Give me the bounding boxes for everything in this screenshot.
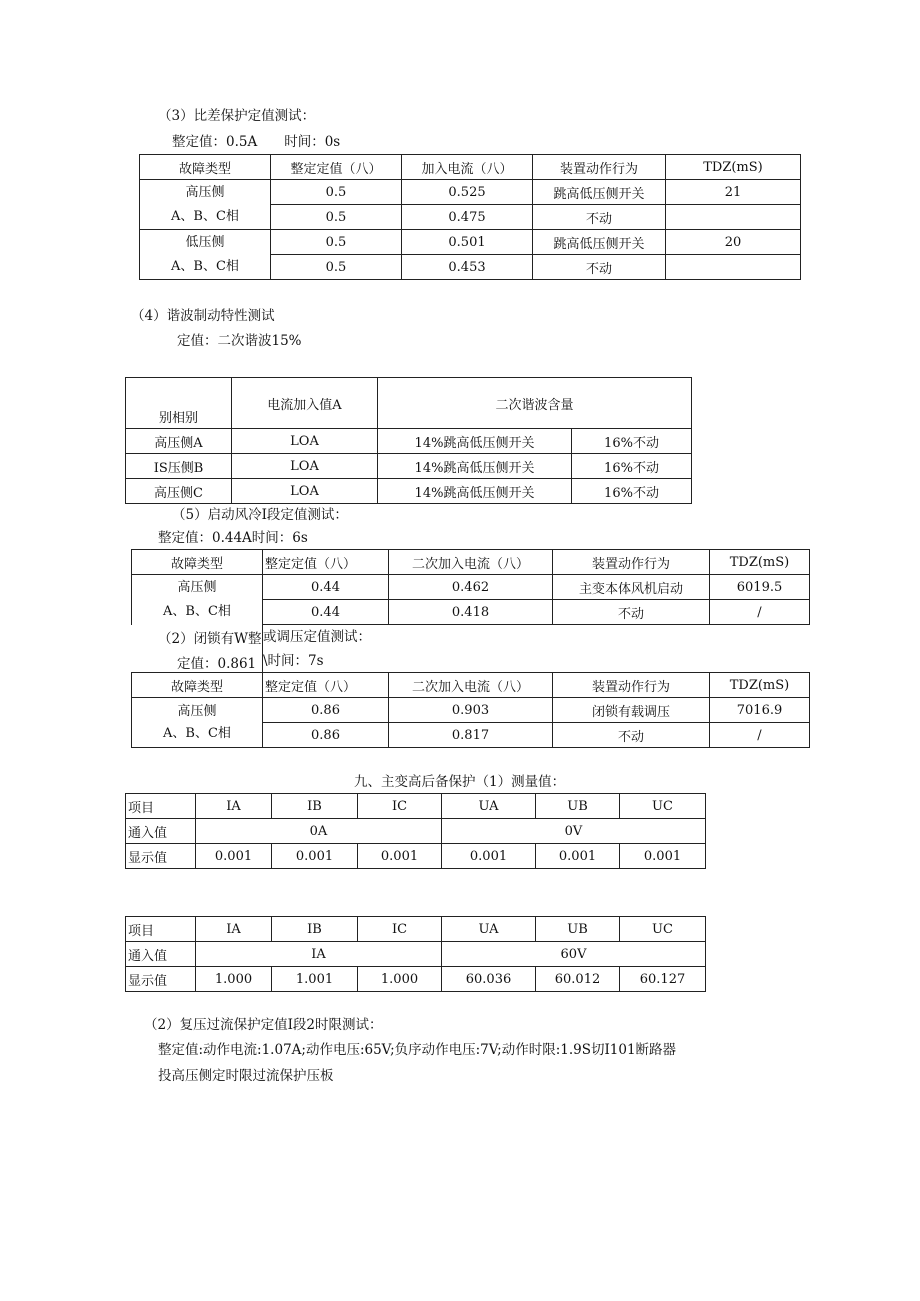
cell: 0.5: [271, 180, 402, 205]
header-cell: IB: [272, 917, 358, 942]
measurement-table-2: [125, 916, 706, 992]
cell: 60.127: [620, 967, 706, 992]
section-3-title: （3）比差保护定值测试：: [158, 108, 316, 124]
cell: 0.001: [358, 844, 442, 869]
ratio-diff-table: [139, 154, 801, 280]
cell: LOA: [232, 429, 378, 454]
row-label: 通入值: [126, 819, 196, 844]
cell: 跳高低压侧开关: [533, 230, 666, 255]
cell: 高压侧C: [126, 479, 232, 504]
cell: 1.000: [196, 967, 272, 992]
header-cell: IA: [196, 917, 272, 942]
fault-type-cell: [132, 698, 263, 748]
cell: 60.012: [536, 967, 620, 992]
fault-side: 高压侧: [177, 703, 217, 719]
cell: 14%跳高低压侧开关: [378, 454, 572, 479]
cell: 60.036: [442, 967, 536, 992]
cell: 0.001: [620, 844, 706, 869]
cell: /: [710, 723, 810, 748]
section-2b-line1: 整定值:动作电流:1.07A;动作电压:65V;负序动作电压:7V;动作时限:1.9S切I101断路器: [158, 1042, 677, 1058]
table-header-row: [140, 155, 801, 180]
header-cell: 整定定值（八）: [271, 155, 402, 180]
cell: 7016.9: [710, 698, 810, 723]
row-label: 显示值: [126, 967, 196, 992]
cell: 不动: [553, 723, 710, 748]
cell: 0.5: [271, 255, 402, 280]
fault-side: 低压侧: [185, 234, 225, 250]
fault-side: 高压侧: [177, 579, 217, 595]
harmonic-table: [125, 377, 692, 504]
header-cell: 故障类型: [140, 155, 271, 180]
table-row: [126, 479, 692, 504]
header-cell: 装置动作行为: [553, 673, 710, 698]
cell: 0.001: [196, 844, 272, 869]
cell: 闭锁有载调压: [553, 698, 710, 723]
fan-start-table: [131, 549, 810, 625]
header-cell: 二次加入电流（八）: [389, 550, 553, 575]
cell: 0.001: [442, 844, 536, 869]
fault-phases: A、B、C相: [163, 603, 231, 619]
header-cell: UC: [620, 917, 706, 942]
header-cell: 装置动作行为: [553, 550, 710, 575]
table-row: [132, 698, 810, 723]
header-cell: 项目: [126, 917, 196, 942]
header-cell: TDZ(mS): [710, 550, 810, 575]
cell: 1.001: [272, 967, 358, 992]
table-header-row: [126, 794, 706, 819]
cell: [666, 205, 801, 230]
measurement-table-1: [125, 793, 706, 869]
cell: 0.903: [389, 698, 553, 723]
cell: 14%跳高低压侧开关: [378, 429, 572, 454]
table-row: [126, 967, 706, 992]
cell: [666, 255, 801, 280]
header-cell: IB: [272, 794, 358, 819]
fault-phases: A、B、C相: [171, 258, 239, 274]
divider-line: [262, 625, 263, 673]
table-row: [126, 819, 706, 844]
table-header-row: [132, 550, 810, 575]
table-header-row: [132, 673, 810, 698]
header-cell: 装置动作行为: [533, 155, 666, 180]
fault-side: 高压侧: [185, 184, 225, 200]
fault-phases: A、B、C相: [163, 725, 231, 741]
cell: 不动: [533, 255, 666, 280]
section-2a-title-b: 或调压定值测试：: [263, 629, 371, 645]
cell: 0.001: [536, 844, 620, 869]
table-row: [126, 429, 692, 454]
header-cell: 二次谐波含量: [378, 378, 692, 429]
cell: 0.86: [263, 698, 389, 723]
header-cell: IC: [358, 917, 442, 942]
header-cell: 整定定值（八）: [263, 673, 389, 698]
header-cell: 别相别: [126, 378, 232, 429]
cell: 16%不动: [572, 454, 692, 479]
table-header-row: [126, 917, 706, 942]
cell: 不动: [533, 205, 666, 230]
cell: 0.44: [263, 600, 389, 625]
cell: 0.817: [389, 723, 553, 748]
section-2b-title: （2）复压过流保护定值I段2时限测试：: [144, 1017, 383, 1033]
table-row: [126, 844, 706, 869]
cell: IS压侧B: [126, 454, 232, 479]
cell: IA: [196, 942, 442, 967]
header-cell: UB: [536, 917, 620, 942]
cell: 0.501: [402, 230, 533, 255]
cell: /: [710, 600, 810, 625]
cell: LOA: [232, 454, 378, 479]
cell: 0.001: [272, 844, 358, 869]
header-cell: 故障类型: [132, 673, 263, 698]
cell: 0.418: [389, 600, 553, 625]
table-row: [132, 575, 810, 600]
header-cell: UA: [442, 794, 536, 819]
section-4-title: （4）谐波制动特性测试: [131, 308, 275, 324]
cell: 0.462: [389, 575, 553, 600]
row-label: 显示值: [126, 844, 196, 869]
header-cell: TDZ(mS): [666, 155, 801, 180]
fault-type-cell: [140, 180, 271, 230]
section-9-title: 九、主变高后备保护（1）测量值：: [354, 774, 566, 790]
cell: 1.000: [358, 967, 442, 992]
cell: 6019.5: [710, 575, 810, 600]
oltc-lock-table: [131, 672, 810, 748]
header-cell: 项目: [126, 794, 196, 819]
header-cell: 加入电流（八）: [402, 155, 533, 180]
cell: 14%跳高低压侧开关: [378, 479, 572, 504]
header-cell: 整定定值（八）: [263, 550, 389, 575]
cell: 20: [666, 230, 801, 255]
section-5-setting: 整定值：0.44A时间：6s: [158, 530, 308, 546]
table-row: [126, 942, 706, 967]
header-cell: 故障类型: [132, 550, 263, 575]
cell: 0.5: [271, 230, 402, 255]
header-cell: IC: [358, 794, 442, 819]
section-2a-setting-a: 定值：0.861: [177, 656, 257, 672]
header-cell: IA: [196, 794, 272, 819]
section-3-setting: 整定值：0.5A 时间：0s: [172, 134, 341, 150]
cell: 0V: [442, 819, 706, 844]
cell: 0A: [196, 819, 442, 844]
cell: 0.475: [402, 205, 533, 230]
section-2a-title-a: （2）闭锁有W整: [158, 631, 262, 647]
row-label: 通入值: [126, 942, 196, 967]
table-row: [140, 180, 801, 205]
cell: 60V: [442, 942, 706, 967]
cell: 0.5: [271, 205, 402, 230]
fault-phases: A、B、C相: [171, 208, 239, 224]
cell: 21: [666, 180, 801, 205]
section-4-setting: 定值：二次谐波15%: [177, 333, 302, 349]
section-2b-line2: 投高压侧定时限过流保护压板: [158, 1068, 334, 1084]
cell: 16%不动: [572, 429, 692, 454]
header-cell: 电流加入值A: [232, 378, 378, 429]
cell: 0.525: [402, 180, 533, 205]
header-cell: TDZ(mS): [710, 673, 810, 698]
cell: 16%不动: [572, 479, 692, 504]
section-2a-setting-b: \时间：7s: [263, 653, 324, 669]
fault-type-cell: [140, 230, 271, 280]
cell: 高压侧A: [126, 429, 232, 454]
header-cell: 二次加入电流（八）: [389, 673, 553, 698]
fault-type-cell: [132, 575, 263, 625]
cell: 0.86: [263, 723, 389, 748]
cell: 0.44: [263, 575, 389, 600]
header-cell: UA: [442, 917, 536, 942]
section-5-title: （5）启动风冷I段定值测试：: [172, 507, 348, 523]
cell: 不动: [553, 600, 710, 625]
cell: 0.453: [402, 255, 533, 280]
table-row: [140, 230, 801, 255]
cell: 跳高低压侧开关: [533, 180, 666, 205]
table-header-row: [126, 378, 692, 429]
table-row: [126, 454, 692, 479]
header-cell: UB: [536, 794, 620, 819]
header-cell: UC: [620, 794, 706, 819]
cell: 主变本体风机启动: [553, 575, 710, 600]
cell: LOA: [232, 479, 378, 504]
